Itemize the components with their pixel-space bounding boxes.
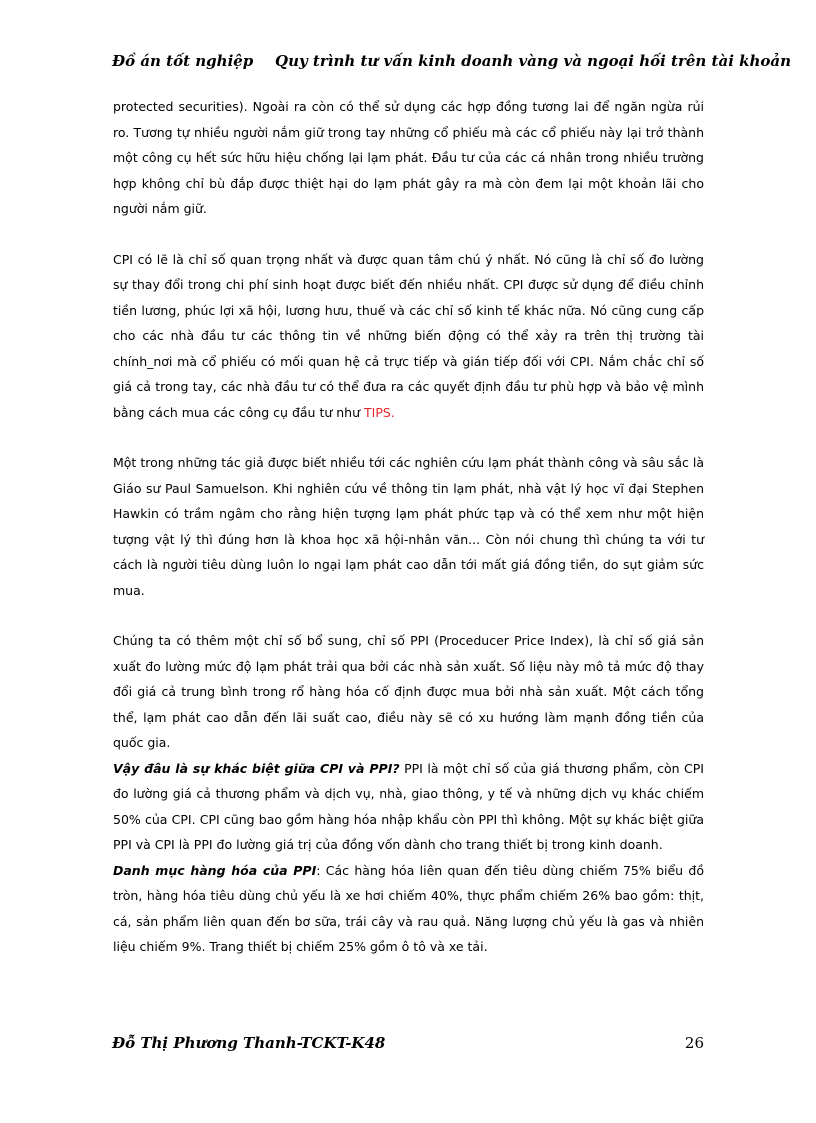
paragraph-cpi-text: CPI có lẽ là chỉ số quan trọng nhất và được quan tâm chú ý nhất. Nó cũng là chỉ số đo lường sự thay đổi trong chi phí sinh hoạt được biết đến nhiều nhất. CPI được sử dụng để điều chỉnh tiền lương, phúc lợi xã hội, lương hưu, thuế và các chỉ số kinh tế khác nữa. Nó cũng cung cấp cho các nhà đầu tư các thông tin về những biến động có thể xảy ra trên thị trường tài chính_nơi mà cổ phiếu có mối quan hệ cả trực tiếp và gián tiếp đối với CPI. Nắm chắc chỉ số giá cả trong tay, các nhà đầu tư có thể đưa ra các quyết định đầu tư phù hợp và bảo vệ mình bằng cách mua các công cụ đầu tư như [113,251,704,420]
page-number: 26 [684,1034,704,1052]
ppi-basket-label: Danh mục hàng hóa của PPI [113,862,317,878]
paragraph-ppi: Chúng ta có thêm một chỉ số bổ sung, chỉ số PPI (Proceducer Price Index), là chỉ số giá sản xuất đo lường mức độ lạm phát trải qua bởi các nhà sản xuất. Số liệu này mô tả mức độ thay đổi giá cả trung bình trong rổ hàng hóa cố định được mua bởi nhà sản xuất. Một cách tổng thể, lạm phát cao dẫn đến lãi suất cao, điều này sẽ có xu hướng làm mạnh đồng tiền của quốc gia. [113,633,704,750]
ppi-basket-text: : Các hàng hóa liên quan đến tiêu dùng chiếm 75% biểu đồ tròn, hàng hóa tiêu dùng chủ yếu là xe hơi chiếm 40%, thực phẩm chiếm 26% bao gồm: thịt, cá, sản phẩm liên quan đến bơ sữa, trái cây và rau quả. Năng lượng chủ yếu là gas và nhiên liệu chiếm 9%. Trang thiết bị chiếm 25% gồm ô tô và xe tải. [113,862,704,954]
paragraph-cpi [113,247,704,426]
paragraph-ppi-basket [113,858,704,960]
header-thesis-label: Đồ án tốt nghiệp [112,52,254,70]
cpi-ppi-answer: PPI là một chỉ số của giá thương phẩm, còn CPI đo lường giá cả thương phẩm và dịch vụ, nhà, giao thông, y tế và những dịch vụ khác chiếm 50% của CPI. CPI cũng bao gồm hàng hóa nhập khẩu còn PPI thì không. Một sự khác biệt giữa PPI và CPI là PPI đo lường giá trị của đồng vốn dành cho trang thiết bị trong kinh doanh. [113,760,704,852]
paragraph-cpi-vs-ppi [113,756,704,858]
tips-link[interactable]: TIPS. [364,404,395,420]
paragraph-inflation-protection: protected securities). Ngoài ra còn có thể sử dụng các hợp đồng tương lai để ngăn ngừa rủi ro. Tương tự nhiều người nắm giữ trong tay những cổ phiếu mà các cổ phiếu này lại trở thành một công cụ hết sức hữu hiệu chống lại lạm phát. Đầu tư của các cá nhân trong nhiều trường hợp không chỉ bù đắp được thiệt hại do lạm phát gây ra mà còn đem lại một khoản lãi cho người nắm giữ. [113,99,704,216]
paragraph-samuelson: Một trong những tác giả được biết nhiều tới các nghiên cứu lạm phát thành công và sâu sắc là Giáo sư Paul Samuelson. Khi nghiên cứu về thông tin lạm phát, nhà vật lý học vĩ đại Stephen Hawkin có trầm ngâm cho rằng hiện tượng lạm phát phức tạp và có thể xem như một hiện tượng vật lý thì đúng hơn là khoa học xã hội-nhân văn... Còn nói chung thì chúng ta với tư cách là người tiêu dùng luôn lo ngại lạm phát cao dẫn tới mất giá đồng tiền, do sụt giảm sức mua. [113,455,704,598]
footer-author: Đỗ Thị Phương Thanh-TCKT-K48 [112,1034,386,1052]
cpi-ppi-question: Vậy đâu là sự khác biệt giữa CPI và PPI? [113,760,400,776]
document-body [113,94,704,960]
header-thesis-title: Quy trình tư vấn kinh doanh vàng và ngoại hối trên tài khoản [275,52,792,70]
